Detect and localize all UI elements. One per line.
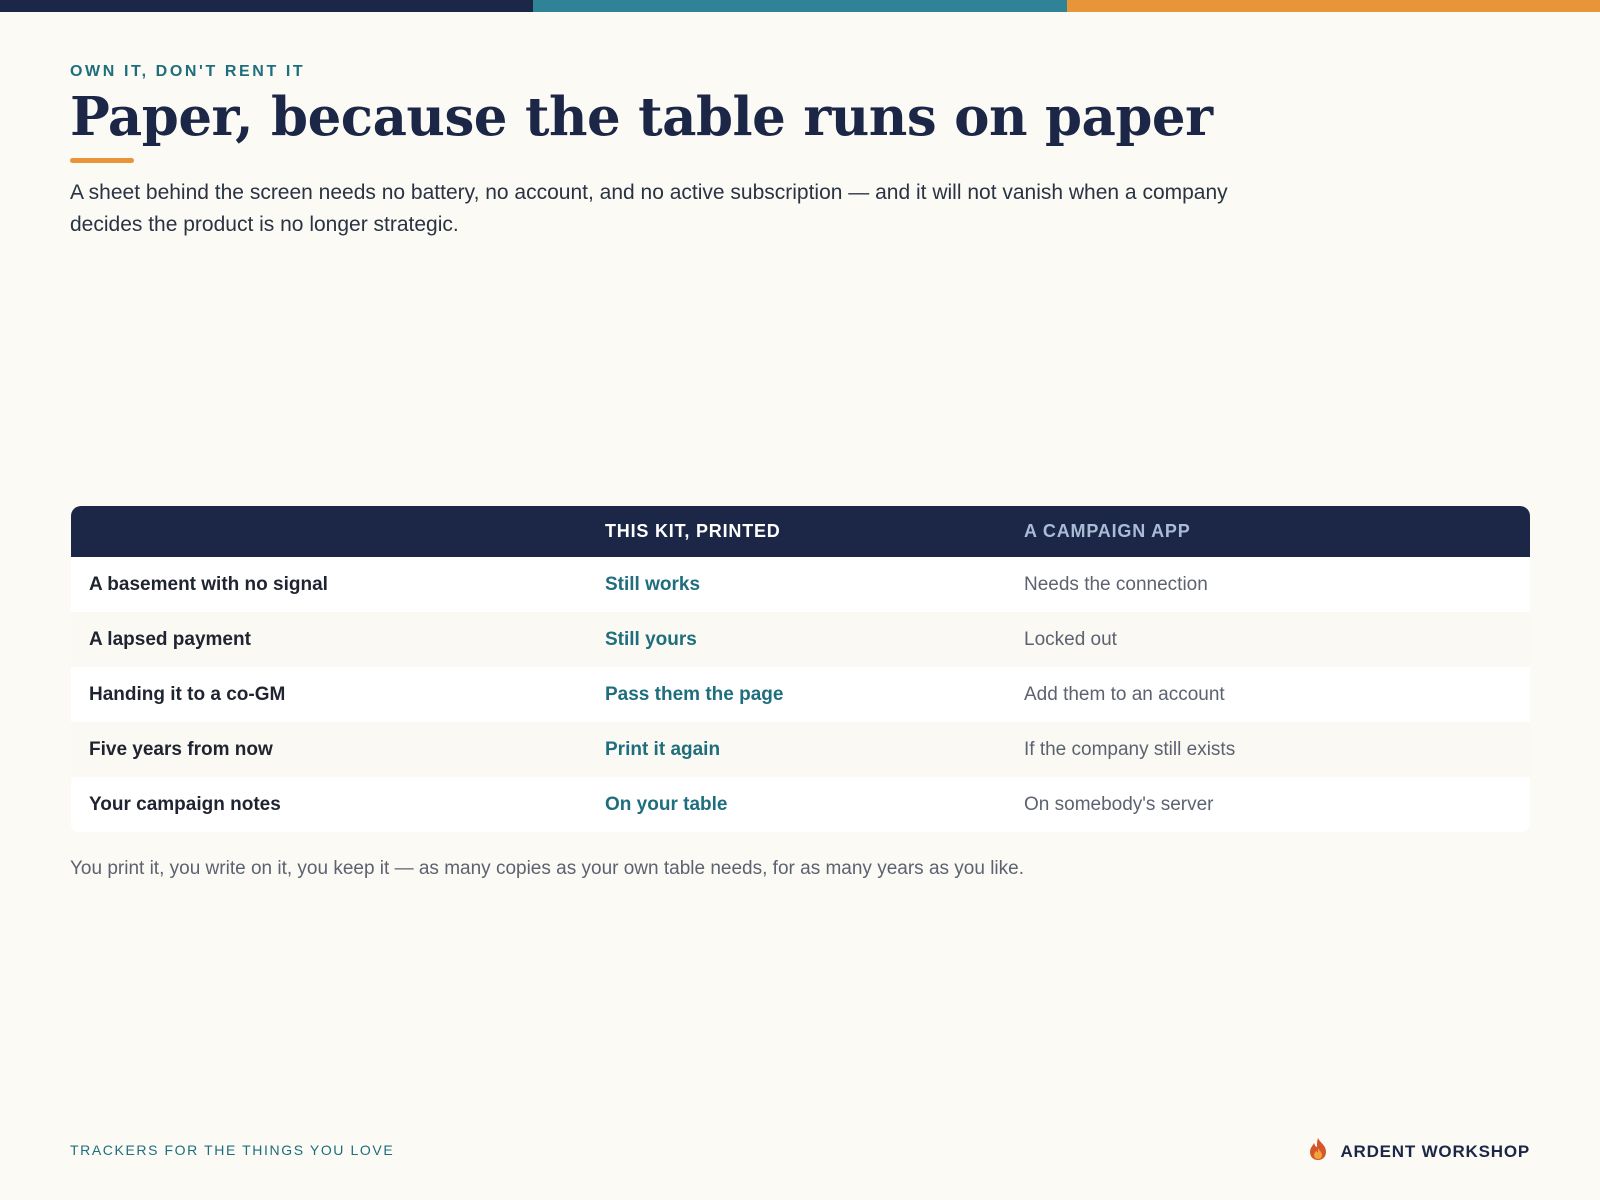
table-body [71,557,1530,832]
brand-name: ARDENT WORKSHOP [1340,1141,1530,1161]
top-color-bar [0,0,1600,12]
app-cell: Add them to an account [1024,683,1225,705]
lede-paragraph: A sheet behind the screen needs no battery, no account, and no active subscription — and it will not vanish when a company decides the product is no longer strategic. [70,181,1228,236]
situation-cell: Handing it to a co-GM [89,683,286,705]
page-title: Paper, because the table runs on paper [70,86,1213,148]
situation-cell: Your campaign notes [89,793,281,815]
situation-cell: A basement with no signal [89,573,328,595]
app-cell: Needs the connection [1024,573,1208,595]
color-bar-orange [1067,0,1600,12]
footer-tagline: TRACKERS FOR THE THINGS YOU LOVE [70,1142,395,1158]
column-header-kit: THIS KIT, PRINTED [605,521,781,541]
comparison-table [71,506,1530,832]
kit-cell: Still works [605,573,701,595]
kit-cell: Still yours [605,628,697,650]
table-header [71,506,1530,557]
table-row [71,667,1530,722]
app-cell: Locked out [1024,628,1117,650]
kit-cell: Print it again [605,738,721,760]
flame-icon [1308,1137,1328,1166]
kit-cell: Pass them the page [605,683,784,705]
table-row [71,612,1530,667]
situation-cell: A lapsed payment [89,628,251,650]
column-header-app: A CAMPAIGN APP [1024,521,1191,541]
color-bar-teal [533,0,1066,12]
eyebrow-label: OWN IT, DON'T RENT IT [70,63,306,80]
app-cell: On somebody's server [1024,793,1214,815]
table-row [71,777,1530,832]
app-cell: If the company still exists [1024,738,1236,760]
table-row [71,557,1530,612]
footer-brand [1308,1137,1530,1166]
table-row [71,722,1530,777]
title-underline-accent [70,158,134,163]
kit-cell: On your table [605,793,728,815]
footnote: You print it, you write on it, you keep it — as many copies as your own table needs, for as many years as you like. [70,858,1024,879]
situation-cell: Five years from now [89,738,273,760]
color-bar-navy [0,0,533,12]
